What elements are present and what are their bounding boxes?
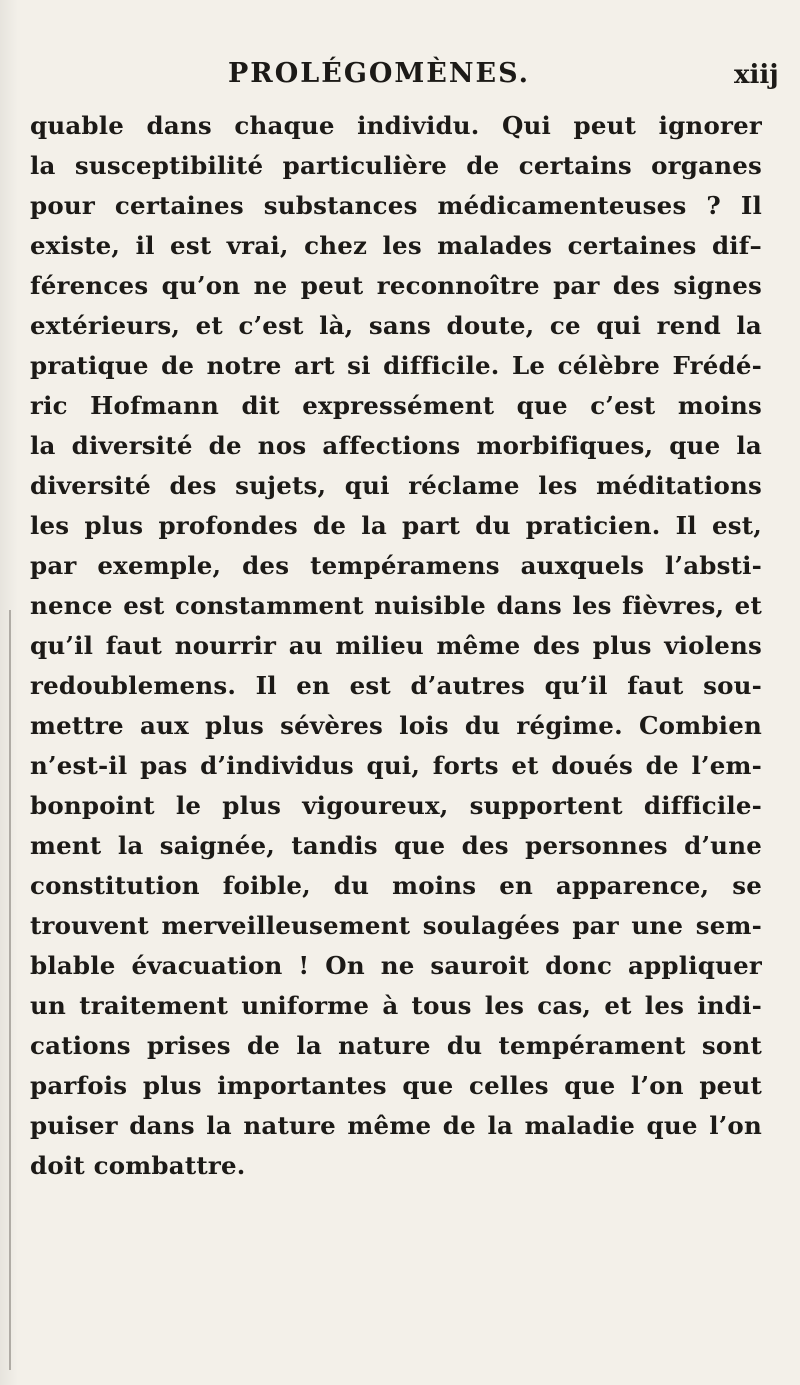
text-line: ment la saignée, tandis que des personnes d’une bbox=[30, 831, 762, 860]
text-line: existe, il est vrai, chez les malades certaines dif– bbox=[30, 231, 762, 260]
body-paragraph bbox=[30, 106, 762, 1186]
text-line: diversité des sujets, qui réclame les méditations bbox=[30, 471, 762, 500]
text-line: extérieurs, et c’est là, sans doute, ce qui rend la bbox=[30, 311, 762, 340]
text-line: un traitement uniforme à tous les cas, et les indi- bbox=[30, 991, 762, 1020]
text-line: les plus profondes de la part du praticien. Il est, bbox=[30, 511, 762, 540]
text-line: blable évacuation ! On ne sauroit donc appliquer bbox=[30, 951, 762, 980]
text-line: par exemple, des tempéramens auxquels l’absti- bbox=[30, 551, 762, 580]
text-line: cations prises de la nature du tempérament sont bbox=[30, 1031, 762, 1060]
text-line: doit combattre. bbox=[30, 1151, 246, 1180]
text-line: nence est constamment nuisible dans les fièvres, et bbox=[30, 591, 762, 620]
text-line: puiser dans la nature même de la maladie que l’on bbox=[30, 1111, 762, 1140]
text-line: pratique de notre art si difficile. Le célèbre Frédé- bbox=[30, 351, 762, 380]
text-line: mettre aux plus sévères lois du régime. Combien bbox=[30, 711, 762, 740]
text-line: parfois plus importantes que celles que l’on peut bbox=[30, 1071, 762, 1100]
page-header bbox=[0, 58, 800, 100]
running-title: PROLÉGOMÈNES. bbox=[228, 58, 531, 89]
text-line: quable dans chaque individu. Qui peut ignorer bbox=[30, 111, 762, 140]
text-line: la susceptibilité particulière de certains organes bbox=[30, 151, 762, 180]
text-line: la diversité de nos affections morbifiques, que la bbox=[30, 431, 762, 460]
text-line: trouvent merveilleusement soulagées par une sem- bbox=[30, 911, 762, 940]
text-line: n’est-il pas d’individus qui, forts et doués de l’em- bbox=[30, 751, 762, 780]
text-line: férences qu’on ne peut reconnoître par des signes bbox=[30, 271, 762, 300]
text-line: constitution foible, du moins en apparence, se bbox=[30, 871, 762, 900]
text-line: pour certaines substances médicamenteuses ? Il bbox=[30, 191, 762, 220]
text-line: bonpoint le plus vigoureux, supportent difficile- bbox=[30, 791, 762, 820]
page-number: xiij bbox=[734, 60, 779, 90]
text-line: ric Hofmann dit expressément que c’est moins bbox=[30, 391, 762, 420]
page-gutter-edge bbox=[9, 610, 11, 1370]
text-line: qu’il faut nourrir au milieu même des plus violens bbox=[30, 631, 762, 660]
text-line: redoublemens. Il en est d’autres qu’il faut sou- bbox=[30, 671, 762, 700]
